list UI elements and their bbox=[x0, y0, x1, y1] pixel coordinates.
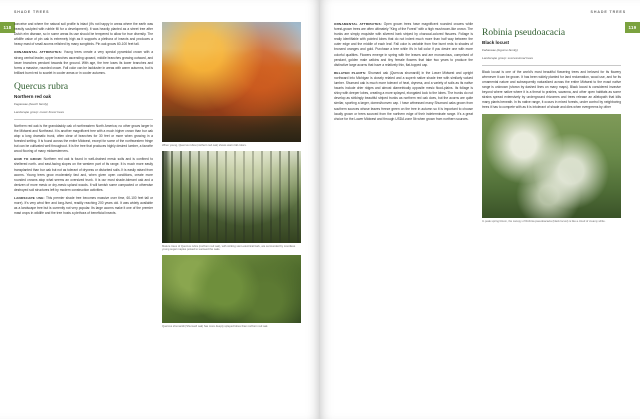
species-common-name: Northern red oak bbox=[14, 93, 52, 99]
figure-autumn-oak bbox=[162, 22, 301, 148]
runin-related-plants: RELATED PLANTS: bbox=[334, 70, 367, 75]
left-page-column-2 bbox=[162, 22, 301, 332]
photo-shumard-oak-leaf bbox=[162, 255, 301, 323]
caption-shumard-leaf: Quercus shumardii (Shumard oak) has more deeply splayed lobes than northern red oak. bbox=[162, 325, 269, 329]
right-page-column-2 bbox=[482, 22, 621, 226]
runin-ornamental-attributes: ORNAMENTAL ATTRIBUTES: bbox=[14, 50, 63, 55]
species-landscape-group-right: Landscape group: successional trees bbox=[482, 56, 534, 61]
left-page-columns bbox=[14, 22, 305, 332]
runin-landscape-use: LANDSCAPE USE: bbox=[14, 195, 45, 200]
runin-ornamental-attributes-right: ORNAMENTAL ATTRIBUTES: bbox=[334, 22, 383, 26]
paragraph-related-plants bbox=[334, 71, 473, 122]
species-landscape-group: Landscape group: mesic forest trees bbox=[14, 110, 65, 115]
paragraph-ornamental-attributes bbox=[14, 50, 153, 75]
paragraph-ornamental-attributes-right bbox=[334, 22, 473, 68]
landscape-use-text: This premier shade tree becomes massive over time, 60-100 feet tall or more). It's very wind firm and long-lived, readily reaching 200 years old. It was widely available as a landscape tree but is currently not very popular. Its large acorns make it one of the premier mast crops in wildlife and the tree hosts a plethora of beneficial insects. bbox=[14, 195, 153, 216]
species-family-right: Fabaceae (legume family) bbox=[482, 48, 518, 52]
figure-black-locust-bloom bbox=[482, 114, 621, 224]
right-page-columns bbox=[334, 22, 626, 226]
species-latin-name: Quercus rubra bbox=[14, 81, 69, 92]
photo-autumn-oak-canopy bbox=[162, 22, 301, 142]
paragraph-continued: conceive and where the natural soil profile is intact (it's not happy in areas where the earth was heavily sculpted with rubble fill for a development). It was heavily planted as a street tree after Dutch elm disease, so in some areas its use should be tempered to allow for true diversity. The wildlife value of pin oak is extremely high as it supports a plethora of insects and produces a heavy mast of small acorns relished by many songbirds. Pin oak grows 60-100 feet tall. bbox=[14, 22, 153, 47]
right-page bbox=[320, 0, 640, 419]
running-head-right: SHADE TREES bbox=[590, 10, 626, 14]
photo-black-locust-bloom bbox=[482, 114, 621, 218]
caption-mature-oak-forest: Mature trees of Quercus rubra (northern red oak), with striking stem-electrical bark, are surrounded by countless young sugar maples poised to succeed the oaks. bbox=[162, 244, 296, 252]
paragraph-landscape-use bbox=[14, 196, 153, 216]
section-divider bbox=[14, 119, 153, 120]
paragraph-black-locust: Black locust is one of the world's most beautiful flowering trees and beloved for its flowery whenever it can be grown. It has been widely planted for land reclamation, wood use, and for its ornamental nature and subsequently naturalized across the entire Midwest to the exact native range is unknown (shown by dashed lines on many maps). Black locust is considered invasive beyond where native where it is a threat to prairies, savanna, and other open habitats as some strains spread extensively by underground rhizomes and trees release an allelopath that kills many plants beneath. In its native range, it occurs in mixed forests, under control by neighboring trees it has to compete with as it is intolerant of shade and dies when evergreens by other bbox=[482, 69, 621, 110]
folio-right: 119 bbox=[625, 22, 640, 33]
running-head-left: SHADE TREES bbox=[14, 10, 50, 14]
figure-mature-oak-forest bbox=[162, 151, 301, 252]
species-family: Fagaceae (beech family) bbox=[14, 101, 49, 106]
species-common-name-right: Black locust bbox=[482, 40, 510, 45]
caption-black-locust-bloom: In peak spring bloom, the canopy of Robinia pseudoacacia (black locust) is like a cloud of creamy white. bbox=[482, 219, 606, 223]
left-page-column-1 bbox=[14, 22, 153, 332]
ornamental-attributes-text: Young trees create a very special pyramidal crown with a strong central leader, upper branches ascending upward, middle branches growing outward, and lower branches pendant towards the ground. With age, the tree loses its lower branches and forms a massive, rounded crown. Fall color can be lackluster in areas with warm autumns, but is brilliant burnt red to scarlet in cooler areas or in cooler autumns. bbox=[14, 50, 153, 75]
section-divider-right bbox=[482, 65, 621, 66]
paragraph-how-to-grow bbox=[14, 157, 153, 193]
figure-shumard-leaf bbox=[162, 255, 301, 329]
ornamental-attributes-text-right: Open grown trees have magnificent rounded crowns while forest-grown trees are often ultimately "King of the Forest" with a high mushroom-like crown. The trunks are simply exquisite with silvered bark striped by charcoal-colored fissures. Foliage is really identifiable with pointed lobes that do not indent much more than half way between the outer edge and the middle of each leaf. Fall color is variable from fine burnt reds to shades of bronzed oranges and gold. Purchase a tree while it's in fall color if you desire one with more colorful qualities. Flowers emerge in spring with the leaves and are monoecious, comprised of pendant, golden male catkins and tiny female flowers that take two years to produce the distinctive large acorns that have a relatively thin, flat-topped cap. bbox=[334, 22, 474, 67]
folio-left: 118 bbox=[0, 22, 15, 33]
caption-autumn-oak: When young, Quercus rubra (northern red oak) shows warm fall colors. bbox=[162, 144, 247, 147]
related-plants-text: Shumard oak (Quercus shumardii) in the Lower Midwest and upright northward into Michigan is closely related and a superb native shade tree with similarly valued lumber. Shumard oak is much more tolerant of heat, dryness, and a variety of soils as its native haunts include drier ridges and almost diametrically opposite mesic flood-plains. Its foliage is shiny with deeper lobes, creating a more splayed, elongated look to the lobes. The trunks do not develop as strikingly beautiful striped trunks as northern red oak does, but the acorns are quite similar, sporting a larger, domed/convex cap. I have witnessed many Shumard oaks grown from southern sources whose leaves freeze green on the tree in autumn so it is important to choose locally grown or trees sourced from the northern edge of their indeterminate range. It's a great choice for the Lower Midwest and through USDA zone 5b when grown from northern sources. bbox=[334, 70, 473, 121]
right-page-column-1 bbox=[334, 22, 473, 226]
species-latin-name-right: Robinia pseudoacacia bbox=[482, 28, 566, 38]
photo-mature-oak-forest bbox=[162, 151, 301, 243]
how-to-grow-text: Northern red oak is found in well-drained mesic soils and is confined to sheltered north- and east-facing slopes on the western part of its range. It is much more easily transplanted than bur oak but not as tolerant of dryness or disturbed soils. It is easily raised from acorns. Young trees grow moderately fast and, when given open conditions, create more rounded crowns atop what seems an oversized trunk. It is our most shade-tolerant oak and a denizen of more mesic or dry-mesic upland woods. It will tarnish some compacted or otherwise destroyed soil structures left by modern construction activities. bbox=[14, 157, 153, 192]
paragraph-intro: Northern red oak is the granddaddy oak of northeastern North America; no other grows larger in the Midwest and Northeast. It is another magnificent tree with a much higher crown than bur oak atop a long dramatic trunk, often clear of branches for 30 feet or more when growing in a forested setting. It is found across the entire Midwest, except for some of the northwestern fringe but can be cultivated well throughout. It is the tree that produces highly desired lumber, a favorite wood flooring of many midwesterners. bbox=[14, 123, 153, 154]
runin-how-to-grow: HOW TO GROW: bbox=[14, 157, 43, 162]
